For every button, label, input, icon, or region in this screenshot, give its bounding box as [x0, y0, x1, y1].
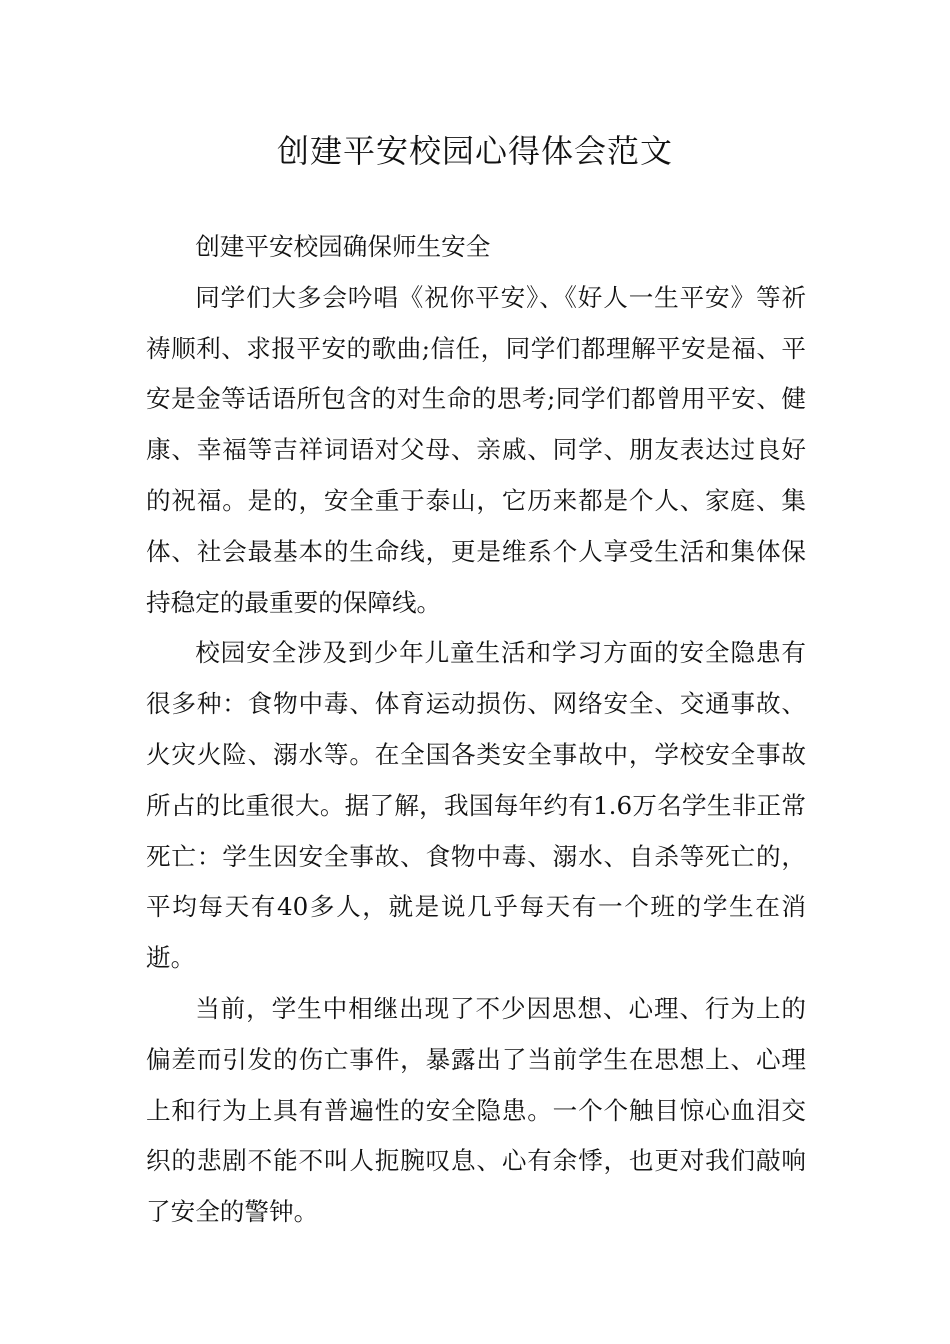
- paragraph-1: 同学们大多会吟唱《祝你平安》、《好人一生平安》等祈祷顺利、求报平安的歌曲;信任，同学们都理解平安是福、平安是金等话语所包含的对生命的思考;同学们都曾用平安、健康、幸福等吉祥词语对父母、亲戚、同学、朋友表达过良好的祝福。是的，安全重于泰山，它历来都是个人、家庭、集体、社会最基本的生命线，更是维系个人享受生活和集体保持稳定的最重要的保障线。: [146, 282, 806, 617]
- paragraph-2: 校园安全涉及到少年儿童生活和学习方面的安全隐患有很多种：食物中毒、体育运动损伤、网络安全、交通事故、火灾火险、溺水等。在全国各类安全事故中，学校安全事故所占的比重很大。据了解，我国每年约有1.6万名学生非正常死亡：学生因安全事故、食物中毒、溺水、自杀等死亡的，平均每天有40多人，就是说几乎每天有一个班的学生在消逝。: [146, 638, 806, 973]
- paragraph-3: 当前，学生中相继出现了不少因思想、心理、行为上的偏差而引发的伤亡事件，暴露出了当前学生在思想上、心理上和行为上具有普遍性的安全隐患。一个个触目惊心血泪交织的悲剧不能不叫人扼腕叹息、心有余悸，也更对我们敲响了安全的警钟。: [146, 993, 806, 1227]
- paragraph-subtitle: 创建平安校园确保师生安全: [195, 232, 491, 261]
- document-title: 创建平安校园心得体会范文: [276, 132, 673, 170]
- document-body: [146, 222, 806, 1238]
